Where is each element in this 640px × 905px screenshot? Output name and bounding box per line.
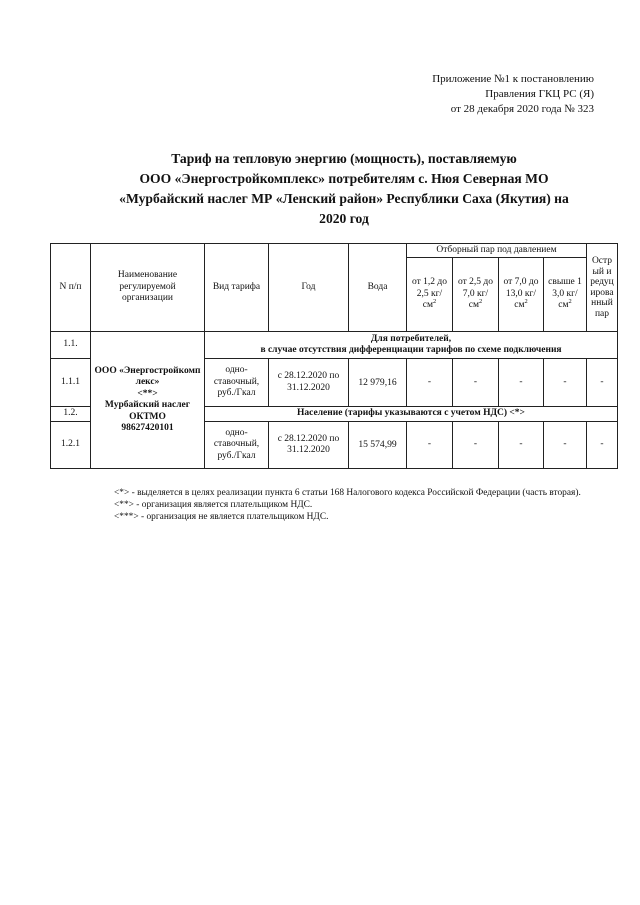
- water-value: 15 574,99: [349, 422, 407, 469]
- title-line-1: Тариф на тепловую энергию (мощность), поставляемую: [171, 151, 517, 166]
- footnote-1: <*> - выделяется в целях реализации пункта 6 статьи 168 Налогового кодекса Российской Федерации (часть вторая).: [114, 488, 581, 498]
- header-line-1: Приложение №1 к постановлению: [432, 73, 594, 85]
- steam-3-value: -: [499, 422, 544, 469]
- footnotes: [70, 487, 600, 523]
- water-value: 12 979,16: [349, 359, 407, 407]
- tariff-table: [50, 243, 618, 469]
- row-num: 1.1.1: [51, 359, 91, 407]
- title-line-2: ООО «Энергостройкомплекс» потребителям с. Нюя Северная МО: [139, 171, 549, 186]
- group-population: Население (тарифы указываются с учетом НДС) <*>: [205, 407, 618, 422]
- header-year: Год: [269, 244, 349, 332]
- header-steam-1: от 1,2 до 2,5 кг/ $см^2$: [407, 258, 453, 332]
- steam-4-value: -: [544, 422, 587, 469]
- tariff-period: с 28.12.2020 по 31.12.2020: [269, 422, 349, 469]
- row-num: 1.2.1: [51, 422, 91, 469]
- tariff-type: одно-ставочный, руб./Гкал: [205, 359, 269, 407]
- steam-2-value: -: [453, 359, 499, 407]
- header-type: Вид тарифа: [205, 244, 269, 332]
- sharp-steam-value: -: [587, 422, 618, 469]
- document-header: [432, 72, 594, 117]
- header-steam-group: Отборный пар под давлением: [407, 244, 587, 258]
- header-num: N п/п: [51, 244, 91, 332]
- header-org: Наименование регулируемой организации: [91, 244, 205, 332]
- title-line-3: «Мурбайский наслег МР «Ленский район» Республики Саха (Якутия) на: [119, 191, 569, 206]
- header-water: Вода: [349, 244, 407, 332]
- header-sharp-steam: Острый и редуцированный пар: [587, 244, 618, 332]
- header-line-3: от 28 декабря 2020 года № 323: [450, 103, 594, 115]
- footnote-2: <**> - организация является плательщиком НДС.: [114, 500, 313, 510]
- document-title: [70, 149, 618, 229]
- tariff-type: одно-ставочный, руб./Гкал: [205, 422, 269, 469]
- group-consumers: Для потребителей, в случае отсутствия дифференциации тарифов по схеме подключения: [205, 332, 618, 359]
- steam-1-value: -: [407, 359, 453, 407]
- row-num: 1.2.: [51, 407, 91, 422]
- tariff-period: с 28.12.2020 по 31.12.2020: [269, 359, 349, 407]
- steam-1-value: -: [407, 422, 453, 469]
- steam-3-value: -: [499, 359, 544, 407]
- table-row: [51, 332, 618, 359]
- footnote-3: <***> - организация не является плательщиком НДС.: [114, 512, 329, 522]
- header-line-2: Правления ГКЦ РС (Я): [485, 88, 594, 100]
- header-steam-2: от 2,5 до 7,0 кг/ $см^2$: [453, 258, 499, 332]
- row-num: 1.1.: [51, 332, 91, 359]
- sharp-steam-value: -: [587, 359, 618, 407]
- org-cell: ООО «Энергостройкомплекс» <**> Мурбайский наслег ОКТМО 98627420101: [91, 332, 205, 469]
- steam-2-value: -: [453, 422, 499, 469]
- title-line-4: 2020 год: [319, 211, 369, 226]
- steam-4-value: -: [544, 359, 587, 407]
- header-steam-4: свыше 13,0 кг/ $см^2$: [544, 258, 587, 332]
- header-steam-3: от 7,0 до 13,0 кг/ $см^2$: [499, 258, 544, 332]
